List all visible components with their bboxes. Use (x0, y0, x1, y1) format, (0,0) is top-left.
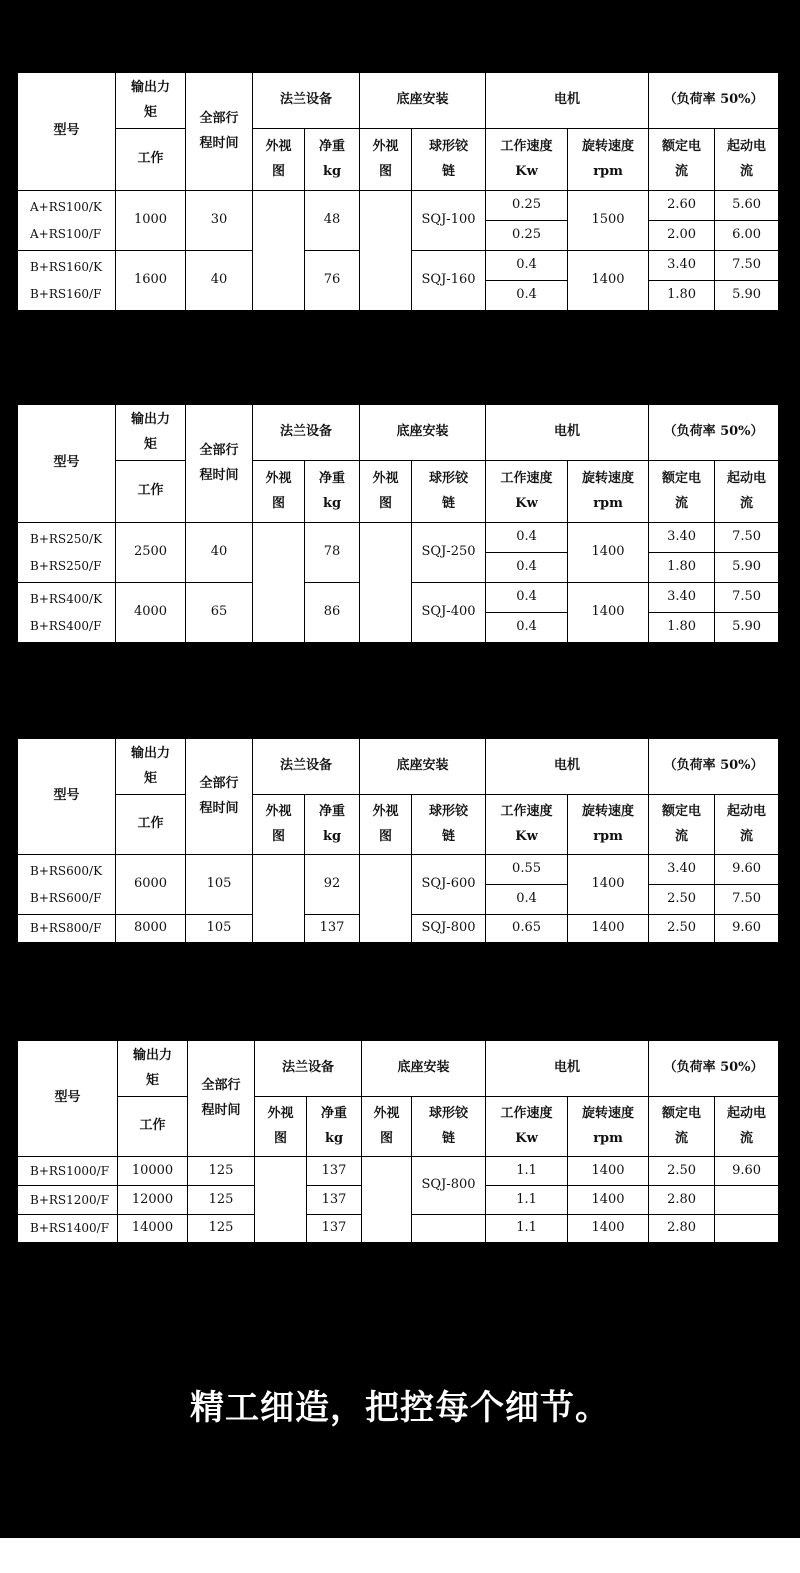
header-view: 外视 图 (362, 1097, 412, 1157)
rpm-cell: 1400 (568, 251, 649, 311)
rated-cell: 2.60 (649, 191, 715, 221)
header-base: 底座安装 (360, 739, 486, 795)
hinge-cell: SQJ-800 (412, 1157, 486, 1215)
header-model: 型号 (18, 405, 116, 523)
model-cell: B+RS160/K B+RS160/F (18, 251, 116, 311)
rated-cell: 2.00 (649, 221, 715, 251)
weight-cell: 137 (305, 915, 360, 943)
rpm-cell: 1400 (568, 1215, 649, 1243)
rated-cell: 1.80 (649, 553, 715, 583)
header-ball-hinge: 球形铰 链 (412, 129, 486, 191)
power-cell: 1.1 (486, 1186, 568, 1215)
start-cell: 5.60 (715, 191, 779, 221)
rated-cell: 2.80 (649, 1215, 715, 1243)
header-motor: 电机 (486, 405, 649, 461)
start-cell: 5.90 (715, 281, 779, 311)
header-start-current: 起动电 流 (715, 1097, 779, 1157)
rpm-cell: 1500 (568, 191, 649, 251)
time-cell: 125 (188, 1186, 255, 1215)
header-load: （负荷率 50%） (649, 405, 779, 461)
header-work: 工作 (116, 461, 186, 523)
weight-cell: 48 (305, 191, 360, 251)
header-view: 外视 图 (360, 129, 412, 191)
header-motor: 电机 (486, 73, 649, 129)
header-power: 工作速度 Kw (486, 461, 568, 523)
torque-cell: 8000 (116, 915, 186, 943)
header-model: 型号 (18, 1041, 118, 1157)
view-cell (253, 191, 305, 311)
power-cell: 0.4 (486, 885, 568, 915)
hinge-cell: SQJ-100 (412, 191, 486, 251)
model-cell: B+RS1200/F (18, 1186, 118, 1215)
time-cell: 30 (186, 191, 253, 251)
header-power: 工作速度 Kw (486, 1097, 568, 1157)
header-rated-current: 额定电 流 (649, 1097, 715, 1157)
header-start-current: 起动电 流 (715, 795, 779, 855)
torque-cell: 6000 (116, 855, 186, 915)
header-work: 工作 (116, 129, 186, 191)
header-weight: 净重 kg (305, 461, 360, 523)
power-cell: 0.55 (486, 855, 568, 885)
header-torque: 输出力 矩 (116, 405, 186, 461)
weight-cell: 137 (307, 1186, 362, 1215)
torque-cell: 1000 (116, 191, 186, 251)
start-cell: 9.60 (715, 915, 779, 943)
torque-cell: 4000 (116, 583, 186, 643)
header-rpm: 旋转速度 rpm (568, 129, 649, 191)
header-base: 底座安装 (360, 73, 486, 129)
header-rpm: 旋转速度 rpm (568, 1097, 649, 1157)
power-cell: 0.4 (486, 281, 568, 311)
time-cell: 40 (186, 251, 253, 311)
rated-cell: 1.80 (649, 281, 715, 311)
header-load: （负荷率 50%） (649, 73, 779, 129)
weight-cell: 137 (307, 1215, 362, 1243)
start-cell: 5.90 (715, 613, 779, 643)
header-torque: 输出力 矩 (118, 1041, 188, 1097)
hinge-cell: SQJ-400 (412, 583, 486, 643)
weight-cell: 78 (305, 523, 360, 583)
spec-table-4 (17, 1040, 778, 1242)
header-power: 工作速度 Kw (486, 795, 568, 855)
header-ball-hinge: 球形铰 链 (412, 461, 486, 523)
header-weight: 净重 kg (307, 1097, 362, 1157)
view-cell (253, 855, 305, 943)
header-ball-hinge: 球形铰 链 (412, 795, 486, 855)
time-cell: 125 (188, 1157, 255, 1186)
header-view: 外视 图 (360, 795, 412, 855)
header-flange: 法兰设备 (253, 739, 360, 795)
start-cell (715, 1215, 779, 1243)
header-view: 外视 图 (253, 461, 305, 523)
header-model: 型号 (18, 739, 116, 855)
model-cell: A+RS100/K A+RS100/F (18, 191, 116, 251)
header-stroke-time: 全部行 程时间 (186, 405, 253, 523)
time-cell: 105 (186, 855, 253, 915)
hinge-cell: SQJ-600 (412, 855, 486, 915)
weight-cell: 137 (307, 1157, 362, 1186)
power-cell: 0.25 (486, 191, 568, 221)
start-cell: 7.50 (715, 885, 779, 915)
header-rpm: 旋转速度 rpm (568, 461, 649, 523)
rated-cell: 3.40 (649, 523, 715, 553)
header-motor: 电机 (486, 1041, 649, 1097)
header-view: 外视 图 (360, 461, 412, 523)
header-stroke-time: 全部行 程时间 (186, 739, 253, 855)
bottom-strip (0, 1538, 800, 1573)
rated-cell: 2.80 (649, 1186, 715, 1215)
power-cell: 0.65 (486, 915, 568, 943)
header-motor: 电机 (486, 739, 649, 795)
power-cell: 0.4 (486, 523, 568, 553)
model-cell: B+RS1000/F (18, 1157, 118, 1186)
start-cell: 9.60 (715, 1157, 779, 1186)
header-flange: 法兰设备 (253, 73, 360, 129)
rated-cell: 3.40 (649, 855, 715, 885)
torque-cell: 10000 (118, 1157, 188, 1186)
header-base: 底座安装 (362, 1041, 486, 1097)
slogan: 精工细造，把控每个细节。 (190, 1388, 610, 1428)
start-cell: 7.50 (715, 523, 779, 553)
header-load: （负荷率 50%） (649, 739, 779, 795)
model-cell: B+RS250/K B+RS250/F (18, 523, 116, 583)
view-cell (360, 523, 412, 643)
rpm-cell: 1400 (568, 1186, 649, 1215)
header-torque: 输出力 矩 (116, 739, 186, 795)
start-cell: 7.50 (715, 583, 779, 613)
header-load: （负荷率 50%） (649, 1041, 779, 1097)
model-cell: B+RS400/K B+RS400/F (18, 583, 116, 643)
weight-cell: 76 (305, 251, 360, 311)
rated-cell: 1.80 (649, 613, 715, 643)
power-cell: 0.25 (486, 221, 568, 251)
view-cell (360, 855, 412, 943)
spec-table-2 (17, 404, 778, 643)
header-stroke-time: 全部行 程时间 (186, 73, 253, 191)
header-weight: 净重 kg (305, 129, 360, 191)
rated-cell: 2.50 (649, 1157, 715, 1186)
rpm-cell: 1400 (568, 583, 649, 643)
spec-table-3 (17, 738, 778, 942)
header-start-current: 起动电 流 (715, 129, 779, 191)
header-power: 工作速度 Kw (486, 129, 568, 191)
header-weight: 净重 kg (305, 795, 360, 855)
rpm-cell: 1400 (568, 855, 649, 915)
rpm-cell: 1400 (568, 523, 649, 583)
rated-cell: 2.50 (649, 915, 715, 943)
model-cell: B+RS800/F (18, 915, 116, 943)
time-cell: 125 (188, 1215, 255, 1243)
header-flange: 法兰设备 (255, 1041, 362, 1097)
time-cell: 65 (186, 583, 253, 643)
power-cell: 1.1 (486, 1157, 568, 1186)
header-stroke-time: 全部行 程时间 (188, 1041, 255, 1157)
hinge-cell: SQJ-160 (412, 251, 486, 311)
header-view: 外视 图 (255, 1097, 307, 1157)
weight-cell: 92 (305, 855, 360, 915)
rpm-cell: 1400 (568, 1157, 649, 1186)
view-cell (253, 523, 305, 643)
torque-cell: 1600 (116, 251, 186, 311)
view-cell (255, 1157, 307, 1243)
header-torque: 输出力 矩 (116, 73, 186, 129)
rated-cell: 3.40 (649, 251, 715, 281)
power-cell: 1.1 (486, 1215, 568, 1243)
hinge-cell-empty (412, 1215, 486, 1243)
start-cell: 6.00 (715, 221, 779, 251)
power-cell: 0.4 (486, 583, 568, 613)
header-rpm: 旋转速度 rpm (568, 795, 649, 855)
start-cell: 9.60 (715, 855, 779, 885)
power-cell: 0.4 (486, 251, 568, 281)
view-cell (362, 1157, 412, 1243)
hinge-cell: SQJ-250 (412, 523, 486, 583)
torque-cell: 2500 (116, 523, 186, 583)
model-cell: B+RS1400/F (18, 1215, 118, 1243)
power-cell: 0.4 (486, 553, 568, 583)
header-model: 型号 (18, 73, 116, 191)
header-rated-current: 额定电 流 (649, 129, 715, 191)
model-cell: B+RS600/K B+RS600/F (18, 855, 116, 915)
start-cell: 5.90 (715, 553, 779, 583)
torque-cell: 14000 (118, 1215, 188, 1243)
header-work: 工作 (118, 1097, 188, 1157)
start-cell: 7.50 (715, 251, 779, 281)
header-ball-hinge: 球形铰 链 (412, 1097, 486, 1157)
header-start-current: 起动电 流 (715, 461, 779, 523)
rated-cell: 3.40 (649, 583, 715, 613)
header-view: 外视 图 (253, 129, 305, 191)
start-cell (715, 1186, 779, 1215)
header-rated-current: 额定电 流 (649, 461, 715, 523)
power-cell: 0.4 (486, 613, 568, 643)
hinge-cell: SQJ-800 (412, 915, 486, 943)
header-view: 外视 图 (253, 795, 305, 855)
weight-cell: 86 (305, 583, 360, 643)
spec-table-1 (17, 72, 778, 311)
rpm-cell: 1400 (568, 915, 649, 943)
torque-cell: 12000 (118, 1186, 188, 1215)
header-work: 工作 (116, 795, 186, 855)
view-cell (360, 191, 412, 311)
time-cell: 40 (186, 523, 253, 583)
header-base: 底座安装 (360, 405, 486, 461)
header-rated-current: 额定电 流 (649, 795, 715, 855)
time-cell: 105 (186, 915, 253, 943)
header-flange: 法兰设备 (253, 405, 360, 461)
rated-cell: 2.50 (649, 885, 715, 915)
